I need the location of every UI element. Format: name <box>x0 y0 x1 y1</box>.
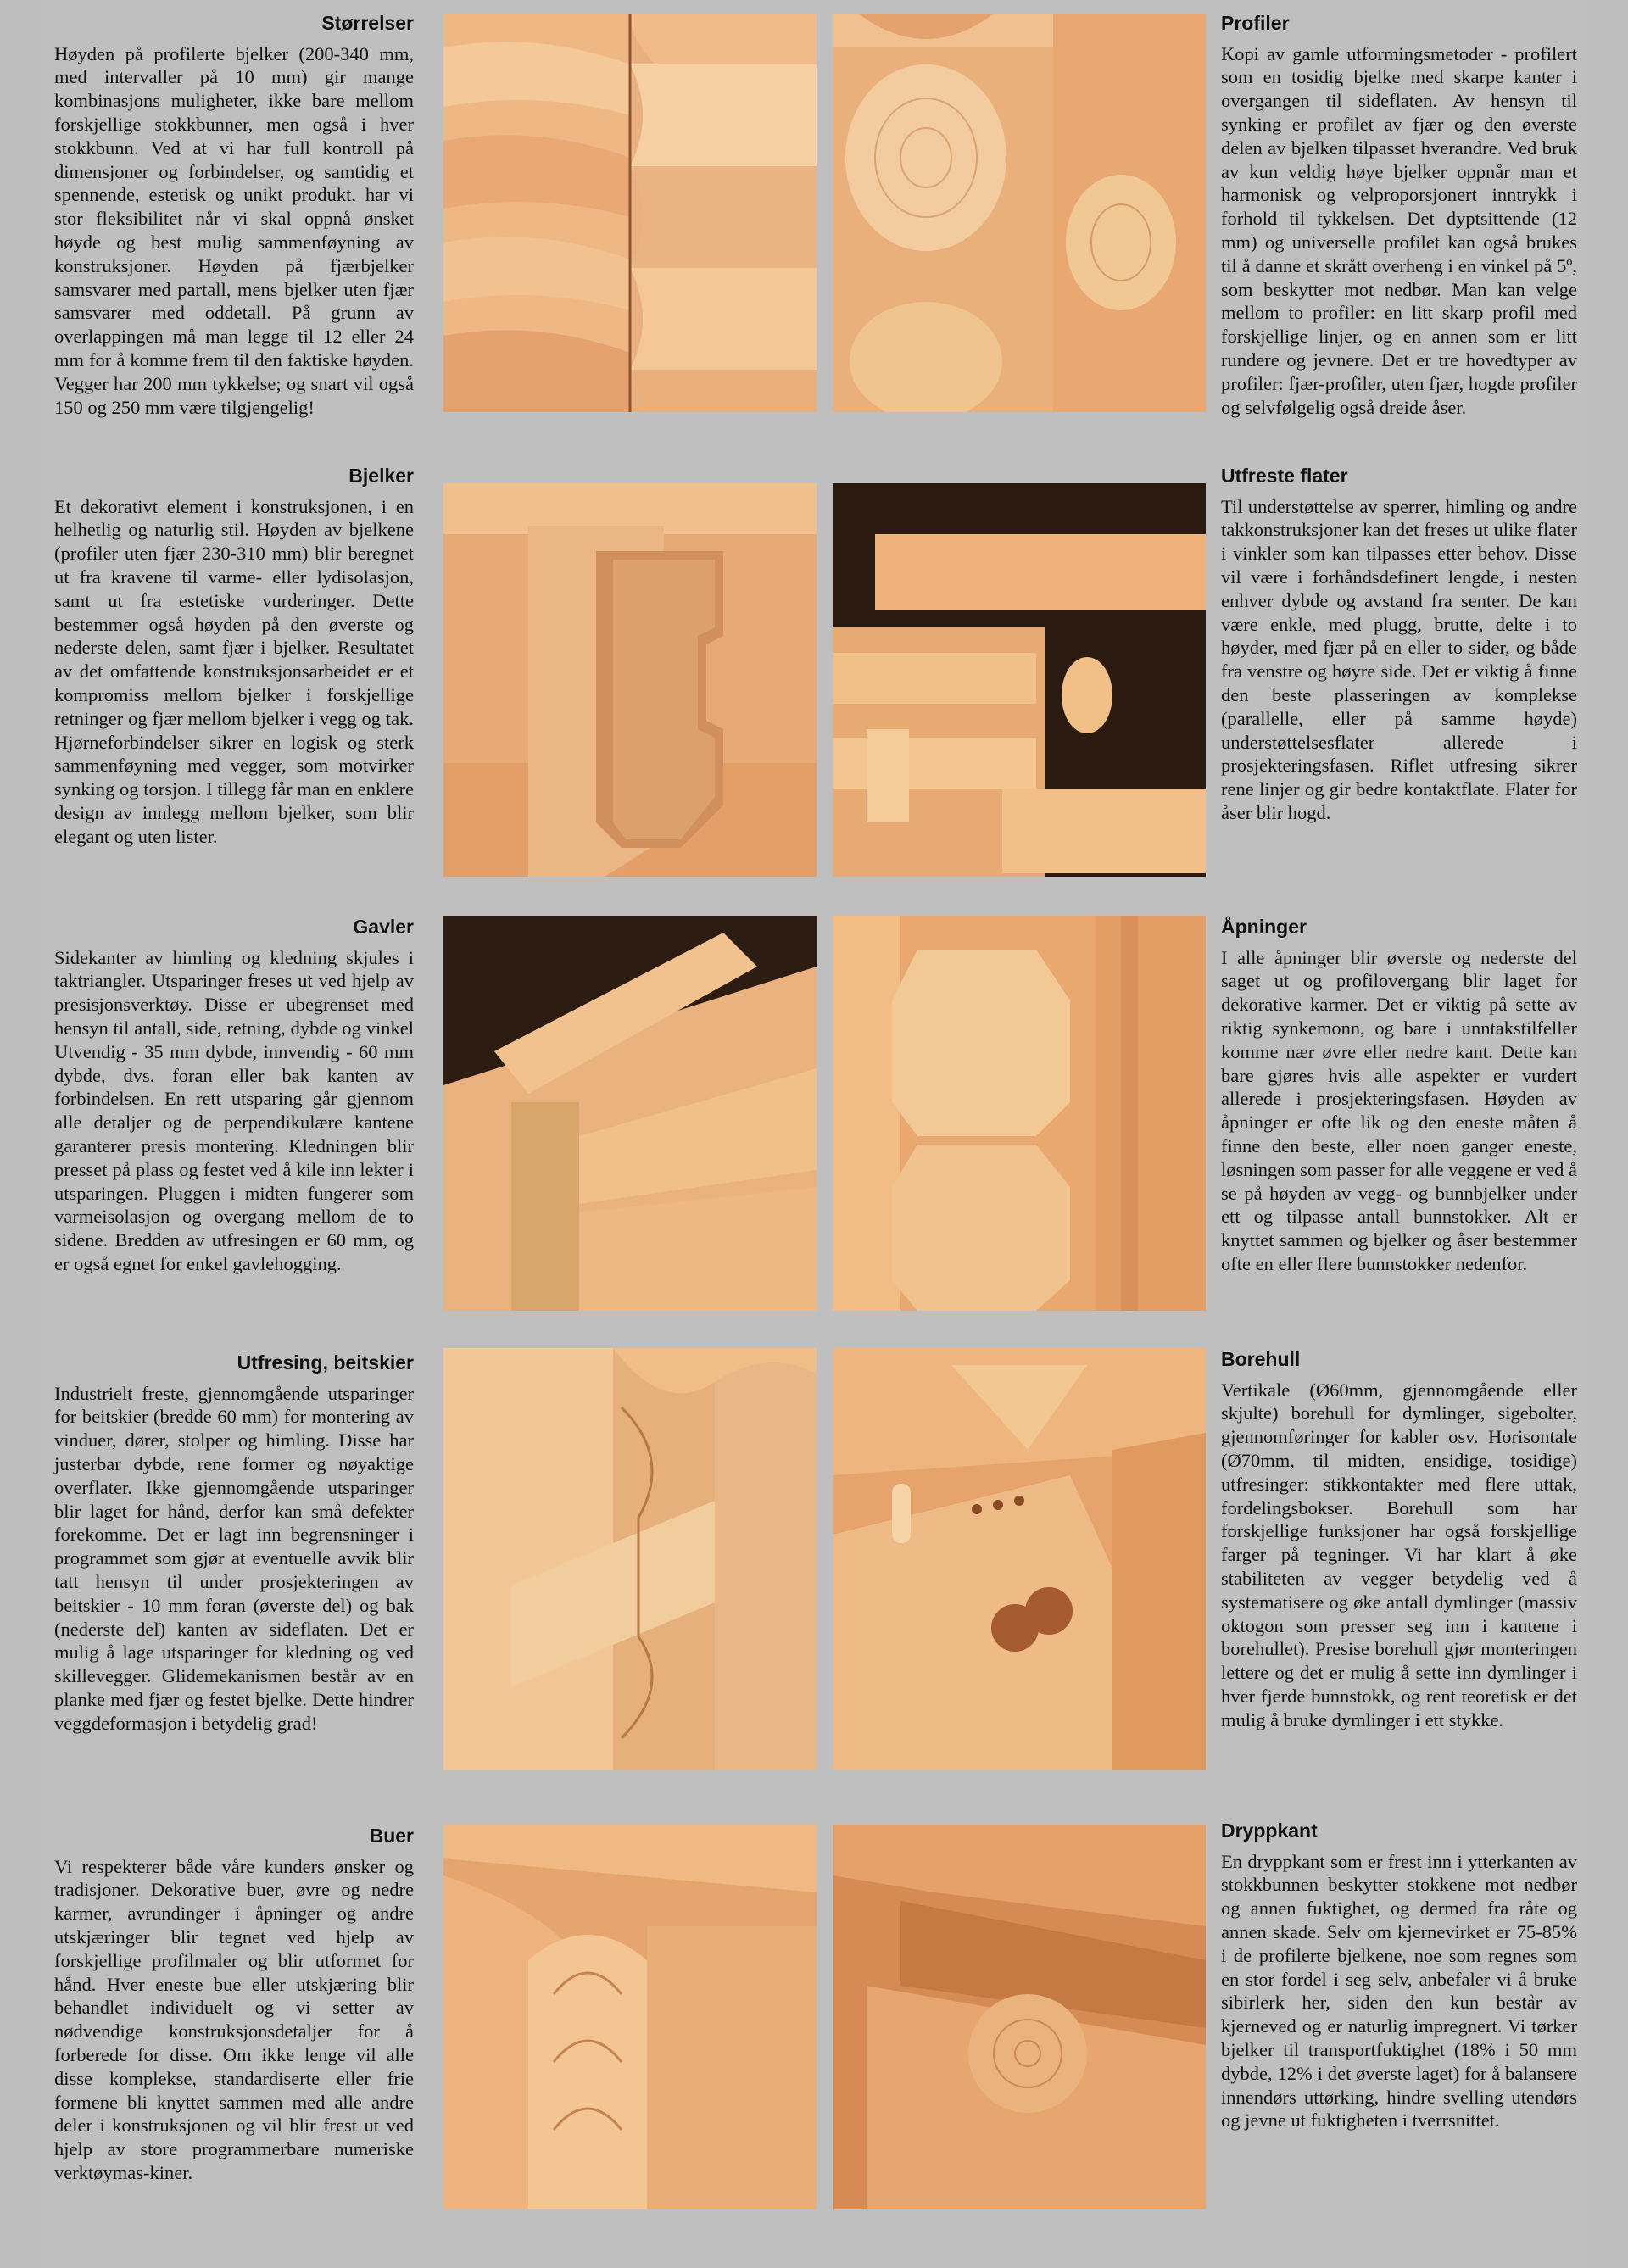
section-heading: Utfreste flater <box>1221 465 1348 487</box>
photo-milled-surfaces <box>833 483 1206 877</box>
section-text: Til understøttelse av sperrer, himling og andre takkonstruksjoner kan det freses ut ulike flater i vinkler som kan tilpasses etter behov. Disse vil være i forhåndsdefinert lengde, i nesten enhver dybde og avstand fra senter. De kan være enkle, med plugg, brutte, delte i to høyder, med fjær på en eller to sider, og både fra venstre og høyre side. Det er viktig å finne den beste plasseringen av komplekse (parallelle, eller på samme høyde) understøttelsesflater allerede i prosjekteringsfasen. Riflet utfresing sikrer rene linjer og gir bedre kontaktflate. Flater for åser blir hogd. <box>1221 495 1577 823</box>
section-heading: Borehull <box>1221 1348 1301 1370</box>
section-text: Kopi av gamle utformingsmetoder - profilert som en tosidig bjelke med skarpe kanter i overgangen til sideflaten. Av hensyn til synking er profilet av fjær og den øverste delen av bjelken tilpasset hverandre. Ved bruk av kun veldig høye bjelker oppnår man et harmonisk og velproporsjonert inntrykk i forhold til tykkelsen. Det dyptsittende (12 mm) og universelle profilet kan også brukes til å danne et skrått overheng i en vinkel på 5º, som beskytter mot nedbør. Man kan velge mellom to profiler: en litt skarp profil med forskjellige linjer, og en annen som er litt rundere og jevnere. Det er tre hovedtyper av profiler: fjær-profiler, uten fjær, hogde profiler og selvfølgelig også dreide åser. <box>1221 42 1577 418</box>
section-apninger <box>1221 916 1577 1276</box>
photo-profiles <box>833 14 1206 412</box>
section-text: En dryppkant som er frest inn i ytterkanten av stokkbunnen beskytter stokkene mot nedbør og annen fuktighet, og dermed fra råte og annen skade. Selv om kjernevirket er 75-85% i de profilerte bjelkene, noe som regnes som en stor fordel i seg selv, anbefaler vi å bruke sibirlerk her, siden den kun består av kjerneved og er naturlig impregnert. Vi tørker bjelker til transportfuktighet (18% i 50 mm dybde, 12% i det øverste laget) for å balansere innendørs uttørking, hindre svelling utendørs og jevne ut fuktigheten i tverrsnittet. <box>1221 1850 1577 2131</box>
section-heading: Åpninger <box>1221 916 1307 938</box>
photo-beam-crosssection <box>443 483 817 877</box>
section-borehull <box>1221 1348 1577 1732</box>
section-text: Et dekorativt element i konstruksjonen, i en helhetlig og naturlig stil. Høyden av bjelkene (profiler uten fjær 230-310 mm) blir beregnet ut fra kravene til varme- eller lydisolasjon, samt ut fra estetiske vurderinger. Dette bestemmer også høyden på den øverste og nederste delen, samt fjær i bjelker. Resultatet av det omfattende konstruksjonsarbeidet er et kompromiss mellom bjelker i forskjellige retninger og fjær mellom bjelker i vegg og tak. Hjørneforbindelser sikrer en logisk og sterk sammenføyning med vegger, som motvirker synking og torsjon. I tillegg får man en enklere design av innlegg mellom bjelker, som blir elegant og uten lister. <box>54 495 414 847</box>
section-bjelker <box>54 465 414 849</box>
photo-openings <box>833 916 1206 1311</box>
section-text: Høyden på profilerte bjelker (200-340 mm, med intervaller på 10 mm) gir mange kombinasjons muligheter, ikke bare mellom forskjellige stokkbunner, men også i hver stokkbunn. Ved at vi har full kontroll på dimensjoner og forbindelser, og samtidig et spennende, estetisk og unikt produkt, har vi stor fleksibilitet når vi skal oppnå ønsket høyde og best mulig sammenføyning av konstruksjoner. Høyden på fjærbjelker samsvarer med partall, mens bjelker uten fjær samsvarer med oddetall. På grunn av overlappingen må man legge til 12 eller 24 mm for å komme frem til den faktiske høyden. Vegger har 200 mm tykkelse; og snart vil også 150 og 250 mm være tilgjengelig! <box>54 42 414 418</box>
section-utfresing-beitskier <box>54 1351 414 1736</box>
section-profiler <box>1221 12 1577 419</box>
photo-drill-holes <box>833 1348 1206 1770</box>
section-text: Vertikale (Ø60mm, gjennomgående eller skjulte) borehull for dymlinger, sigebolter, gjennomføringer for kabler osv. Horisontale (Ø70mm, til midten, ensidige, tosidige) utfresinger: stikkontakter med flere uttak, fordelingsbokser. Borehull som har forskjellige funksjoner har også forskjellige farger på tegninger. Vi har klart å øke stabiliteten av vegger betydelig ved å systematisere og øke antall dymlinger (massiv oktogon som presser seg inn i kantene i borehullet). Presise borehull gjør monteringen lettere og det er mulig å sette inn dymlinger i hver fjerde bunnstokk, og rent teoretisk er det mulig å bruke dymlinger i ett stykke. <box>1221 1379 1577 1730</box>
section-heading: Gavler <box>353 916 414 938</box>
section-buer <box>54 1825 414 2185</box>
section-storrelser <box>54 12 414 419</box>
section-text: Sidekanter av himling og kledning skjules i taktriangler. Utsparinger freses ut ved hjelp av presisjonsverktøy. Disse er ubegrenset med hensyn til antall, side, retning, dybde og vinkel Utvendig - 35 mm dybde, innvendig - 60 mm dybde, dvs. foran eller bak kanten av forbindelsen. En rett utsparing går gjennom alle detaljer og de perpendikulære kantene garanterer presis montering. Kledningen blir presset på plass og festet ved å kile inn lekter i utsparingen. Pluggen i midten fungerer som varmeisolasjon og overgang mellom de to sidene. Bredden av utfresingen er 60 mm, og er også egnet for enkel gavlehogging. <box>54 946 414 1274</box>
photo-gable-joint <box>443 916 817 1311</box>
brochure-page <box>41 0 1587 2268</box>
section-gavler <box>54 916 414 1276</box>
section-utfreste-flater <box>1221 465 1577 825</box>
photo-drip-edge <box>833 1825 1206 2209</box>
section-heading: Buer <box>369 1825 414 1847</box>
section-heading: Profiler <box>1221 12 1290 34</box>
section-heading: Dryppkant <box>1221 1819 1318 1842</box>
photo-log-corner-stack <box>443 14 817 412</box>
section-heading: Utfresing, beitskier <box>237 1351 414 1374</box>
section-text: Industrielt freste, gjennomgående utsparinger for beitskier (bredde 60 mm) for montering av vinduer, dører, stolper og himling. Disse har justerbar dybde, rene former og nøyaktige overflater. Ikke gjennomgående utsparinger blir laget for hånd, derfor kan små defekter forekomme. Det er lagt inn begrensninger i programmet som gjør at eventuelle avvik blir tatt hensyn til under prosjekteringen av beitskier - 10 mm foran (øverste del) og bak (nederste del) kanten av sideflaten. Det er mulig å lage utsparinger for kledning og ved skillevegger. Glidemekanismen består av en planke med fjær og festet bjelke. Dette hindrer veggdeformasjon i betydelig grad! <box>54 1382 414 1734</box>
section-text: I alle åpninger blir øverste og nederste del saget ut og profilovergang blir laget for dekorative karmer. Det er viktig på sette av riktig synkemonn, og bare i unntakstilfeller komme nær øvre eller nedre kant. Dette kan bare gjøres hvis alle aspekter er vurdert allerede i prosjekteringsfasen. Høyden av åpninger er ofte lik og den eneste måten å finne den beste, eller noen ganger eneste, løsningen som passer for alle veggene er ved å se på høyden av vegg- og bunnbjelker under ett og tilpasse antall bunnstokker. Alt er knyttet sammen og bjelker og åser bestemmer ofte en eller flere bunnstokker nedenfor. <box>1221 946 1577 1274</box>
section-text: Vi respekterer både våre kunders ønsker og tradisjoner. Dekorative buer, øvre og nedre karmer, avrundinger i åpninger og andre utskjæringer blir tegnet ved hjelp av forskjellige profilmaler og blir utformet for hånd. Hver eneste bue eller utskjæring blir behandlet individuelt og vi setter av nødvendige konstruksjonsdetaljer for å forberede for disse. Om ikke lenge vil alle disse komplekse, standardiserte eller frie formene bli knyttet sammen med alle andre deler i konstruksjonen og vil blir frest ut ved hjelp av store programmerbare numeriske verktøymas-kiner. <box>54 1855 414 2183</box>
photo-milled-slots <box>443 1348 817 1770</box>
section-dryppkant <box>1221 1819 1577 2132</box>
section-heading: Størrelser <box>321 12 414 34</box>
section-heading: Bjelker <box>348 465 414 487</box>
photo-arches <box>443 1825 817 2209</box>
